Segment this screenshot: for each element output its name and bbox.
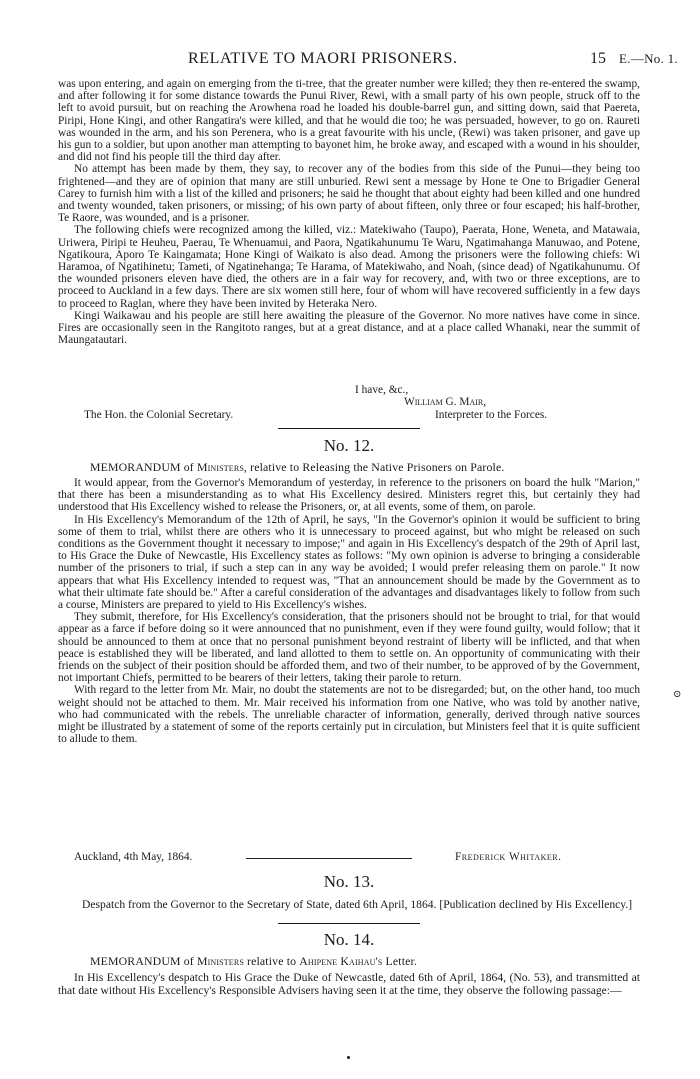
- section-heading: No. 14.: [323, 930, 375, 949]
- memo-paragraph: They submit, therefore, for His Excellency's consideration, that the prisoners should not be brought to trial, for that would appear as a farce if before doing so it were announced that no punishment, even if they were found guilty, would follow; that it should be announced to them at once that no personal punishment beyond restraint of liberty will be inflicted, and that when peace is established they will be liberated, and land allotted to them to settle on. An opportunity of communicating with their friends on the subject of their position should be afforded them, and two of their number, to be approved of by the Government, not important Chiefs, permitted to be bearers of their letters, taking their parole to return.: [58, 611, 640, 685]
- memo-paragraph: With regard to the letter from Mr. Mair, no doubt the statements are not to be disregarded; but, on the other hand, too much weight should not be attached to them. Mr. Mair received his information from one Native, who was told by another native, who had communicated with the rebels. The unreliable character of information, generally, derived through native sources might be illustrated by a statement of some of the reports certainly put in circulation, but Ministers feel that it is quite sufficient to allude to them.: [58, 684, 640, 746]
- memorandum-title: [58, 461, 640, 474]
- memorandum-title: [58, 955, 640, 968]
- letter-body: [58, 78, 640, 346]
- memo-title-text: , relative to Releasing the Native Prisoners on Parole.: [243, 460, 505, 474]
- section-heading: No. 12.: [323, 436, 375, 455]
- document-reference: E.—No. 1.: [619, 51, 679, 66]
- despatch-note: Despatch from the Governor to the Secretary of State, dated 6th April, 1864. [Publication declined by His Excellency.]: [82, 898, 633, 911]
- letter-paragraph: No attempt has been made by them, they say, to recover any of the bodies from this side of the Punui—they being too frightened—and they are of opinion that many are still unburied. Rewi sent a message by Hone te One to Brigadier General Carey to furnish him with a list of the killed and prisoners; he said he thought that about eighty had been killed and one hundred and twenty wounded, taken prisoners, or missing; of his own party of about fifteen, only three or four escaped; his half-brother, Te Raore, was wounded, and is a prisoner.: [58, 163, 640, 225]
- memo-paragraph: It would appear, from the Governor's Memorandum of yesterday, in reference to the prisoners on board the hulk "Marion," that there has been a misunderstanding as to what His Excellency desired. Ministers regret this, but certainly they had understood that His Excellency wished to release the Prisoners, or, at all events, some of them, on parole.: [58, 477, 640, 514]
- memo-title-text: relative to: [243, 954, 300, 968]
- section-rule: [278, 428, 420, 429]
- section-no-12: [58, 436, 640, 745]
- letter-addressee: The Hon. the Colonial Secretary.: [84, 409, 234, 421]
- memo-place-date: Auckland, 4th May, 1864.: [74, 851, 193, 863]
- memo-title-text: Ministers: [196, 954, 244, 968]
- memo-paragraph: In His Excellency's despatch to His Grace the Duke of Newcastle, dated 6th of April, 1864, (No. 53), and transmitted at that date without His Excellency's Responsible Advisers having seen it at the time, they observe the following passage:—: [58, 971, 640, 997]
- letter-paragraph: was upon entering, and again on emerging from the ti-tree, that the greater number were killed; they then re-entered the swamp, and after following it for some distance towards the Punui River, Rewi, with a small party of his own people, struck off to the left to avoid pursuit, but on reaching the Arowhena road he loaded his double-barrel gun, and sitting down, said that Paereta, Piripi, Hone Kingi, and other Rangatira's were killed, and that he would die too; he was persuaded, however, to go on. Raureti was wounded in the arm, and his son Perenera, who is a great favourite with his uncle, (Rewi) was taken prisoner, and gave up his gun to a soldier, but upon another man attempting to bayonet him, he broke away, and escaped with a wound in his shoulder, and did not find his people till the third day after.: [58, 78, 640, 164]
- memo-title-text: Ahipene Kaihau's: [299, 954, 383, 968]
- section-rule: [278, 923, 420, 924]
- memo-title-text: Letter.: [382, 954, 418, 968]
- section-no-13: [58, 872, 640, 911]
- section-no-14: [58, 930, 640, 997]
- running-header: [0, 50, 700, 72]
- page-dot: [347, 1056, 350, 1059]
- page-number: 15: [590, 50, 606, 67]
- section-heading: No. 13.: [323, 872, 375, 891]
- letter-signer-title: Interpreter to the Forces.: [435, 409, 548, 421]
- letter-closing: I have, &c.,: [355, 384, 409, 396]
- letter-paragraph: Kingi Waikawau and his people are still here awaiting the pleasure of the Governor. No more natives have come in since. Fires are occasionally seen in the Rangitoto ranges, but at a great distance, and at a place called Whanaki, near the summit of Maungatautari.: [58, 309, 640, 347]
- letter-signer: William G. Mair,: [404, 396, 487, 408]
- memo-title-text: MEMORANDUM of: [90, 460, 197, 474]
- memo-paragraph: In His Excellency's Memorandum of the 12th of April, he says, "In the Governor's opinion it would be sufficient to bring some of them to trial, whilst there are others who it is unnecessary to proceed against, but who might be released on such conditions as the Government thought it necessary to impose;" and again in His Excellency's despatch of the 29th of April last, to His Grace the Duke of Newcastle, His Excellency states as follows: "My own opinion is adverse to bringing a considerable number of the prisoners to trial, if such a step can in any way be avoided; I would prefer releasing them on parole." It now appears that what His Excellency intended to request was, "That an announcement should be made by the Government as to what their ultimate fate should be." After a careful consideration of the advantages and disadvantages likely to follow from such a course, Ministers are prepared to yield to His Excellency's wishes.: [58, 513, 640, 612]
- memo-title-text: Ministers: [196, 460, 244, 474]
- memo-title-text: MEMORANDUM of: [90, 954, 197, 968]
- margin-marker: ⊙: [673, 689, 682, 700]
- memo-signer: Frederick Whitaker.: [455, 851, 562, 863]
- section-rule: [246, 858, 412, 859]
- header-title: RELATIVE TO MAORI PRISONERS.: [188, 50, 458, 67]
- letter-paragraph: The following chiefs were recognized among the killed, viz.: Matekiwaho (Taupo), Paerata, Hone, Weneta, and Matawaia, Uriwera, Piripi te Heuheu, Paerau, Te Whenuamui, and Paora, Ngatikahunumu Te Waru, Ngatimahanga Manuwao, and Potene, Ngatikoura, Aporo Te Kaingamata; Hone Kingi of Waikato is also dead. Among the prisoners were the following chiefs: Wi Haramoa, of Ngatihinetu; Tameti, of Ngatinehanga; Te Harama, of Matekiwaho, and Noah, (since dead) of Ngatikahunumu. Of the wounded prisoners eleven have died, the others are in a fair way for recovery, and, with two or three exceptions, are to proceed to Auckland in a few days. There are six women still here, four of whom will have recovered sufficiently in a few days to proceed to Raglan, where they have been invited by Heteraka Nero.: [58, 224, 640, 310]
